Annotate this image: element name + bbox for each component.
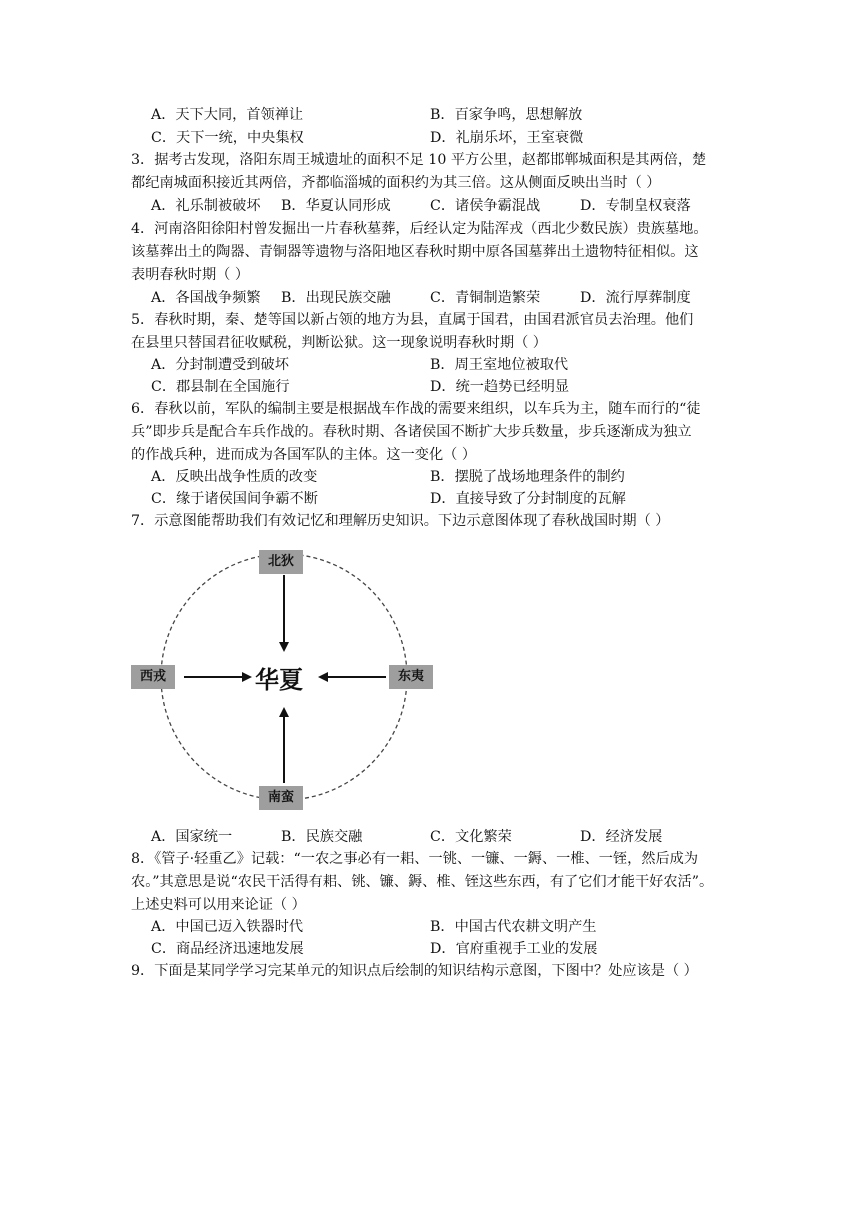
q4-stem-line: 表明春秋时期（ ） — [131, 267, 250, 283]
q3-option-d: D．专制皇权衰落 — [580, 198, 691, 214]
q2-option-c: C．天下一统，中央集权 — [151, 130, 304, 146]
q8-stem-line: 农。”其意思是说“农民干活得有耜、铫、镰、鎒、椎、铚这些东西，有了它们才能干好农活”。 — [131, 874, 714, 890]
label-north: 北狄 — [259, 550, 303, 574]
q6-stem-line: 的作战兵种，进而成为各国军队的主体。这一变化（ ） — [131, 447, 477, 463]
q3-stem-line: 都纪南城面积接近其两倍，齐都临淄城的面积约为其三倍。这从侧面反映出当时（ ） — [131, 175, 661, 191]
q4-option-c: C．青铜制造繁荣 — [430, 290, 541, 306]
q3-option-b: B．华夏认同形成 — [281, 198, 391, 214]
q2-option-a: A．天下大同，首领禅让 — [151, 107, 304, 123]
q8-option-b: B．中国古代农耕文明产生 — [430, 919, 597, 935]
q7-option-b: B．民族交融 — [281, 829, 363, 845]
q9-stem-line: 9．下面是某同学学习完某单元的知识点后绘制的知识结构示意图，下图中？处应该是（ ） — [131, 963, 698, 979]
q8-option-d: D．官府重视手工业的发展 — [430, 941, 598, 957]
q3-option-a: A．礼乐制被破坏 — [151, 198, 261, 214]
q6-option-a: A．反映出战争性质的改变 — [151, 469, 318, 485]
ethnic-convergence-diagram — [128, 545, 438, 815]
q4-option-b: B．出现民族交融 — [281, 290, 391, 306]
q4-option-d: D．流行厚葬制度 — [580, 290, 691, 306]
q8-option-a: A．中国已迈入铁器时代 — [151, 919, 304, 935]
label-south: 南蛮 — [259, 786, 303, 810]
q5-option-b: B．周王室地位被取代 — [430, 357, 569, 373]
q8-stem-line: 上述史料可以用来论证（ ） — [131, 897, 306, 913]
q6-stem-line: 6．春秋以前，军队的编制主要是根据战车作战的需要来组织，以车兵为主，随车而行的“徒 — [131, 401, 701, 417]
q5-option-c: C．郡县制在全国施行 — [151, 379, 290, 395]
label-east: 东夷 — [389, 665, 433, 689]
q8-stem-line: 8．《管子·轻重乙》记载：“一农之事必有一耜、一铫、一镰、一鎒、一椎、一铚，然后成为 — [131, 851, 699, 867]
q8-option-c: C．商品经济迅速地发展 — [151, 941, 304, 957]
label-center: 华夏 — [255, 666, 303, 694]
q7-stem-line: 7．示意图能帮助我们有效记忆和理解历史知识。下边示意图体现了春秋战国时期（ ） — [131, 513, 670, 529]
label-west: 西戎 — [131, 665, 175, 689]
q5-stem-line: 在县里只替国君征收赋税，判断讼狱。这一现象说明春秋时期（ ） — [131, 335, 547, 351]
q3-stem-line: 3．据考古发现，洛阳东周王城遗址的面积不足 10 平方公里，赵都邯郸城面积是其两倍，楚 — [131, 152, 707, 168]
q5-option-a: A．分封制遭受到破坏 — [151, 357, 289, 373]
q7-option-c: C．文化繁荣 — [430, 829, 512, 845]
q2-option-d: D．礼崩乐坏，王室衰微 — [430, 130, 584, 146]
q4-option-a: A．各国战争频繁 — [151, 290, 261, 306]
q3-option-c: C．诸侯争霸混战 — [430, 198, 541, 214]
q6-stem-line: 兵”即步兵是配合车兵作战的。春秋时期、各诸侯国不断扩大步兵数量，步兵逐渐成为独立 — [131, 424, 692, 440]
q5-option-d: D．统一趋势已经明显 — [430, 379, 570, 395]
q6-option-d: D．直接导致了分封制度的瓦解 — [430, 491, 626, 507]
q2-option-b: B．百家争鸣，思想解放 — [430, 107, 583, 123]
q6-option-b: B．摆脱了战场地理条件的制约 — [430, 469, 625, 485]
q7-option-a: A．国家统一 — [151, 829, 233, 845]
q6-option-c: C．缘于诸侯国间争霸不断 — [151, 491, 318, 507]
q4-stem-line: 4．河南洛阳徐阳村曾发掘出一片春秋墓葬，后经认定为陆浑戎（西北少数民族）贵族墓地。 — [131, 221, 708, 237]
q7-option-d: D．经济发展 — [580, 829, 663, 845]
q5-stem-line: 5．春秋时期，秦、楚等国以新占领的地方为县，直属于国君，由国君派官员去治理。他们 — [131, 312, 694, 328]
q4-stem-line: 该墓葬出土的陶器、青铜器等遗物与洛阳地区春秋时期中原各国墓葬出土遗物特征相似。这 — [131, 244, 699, 260]
